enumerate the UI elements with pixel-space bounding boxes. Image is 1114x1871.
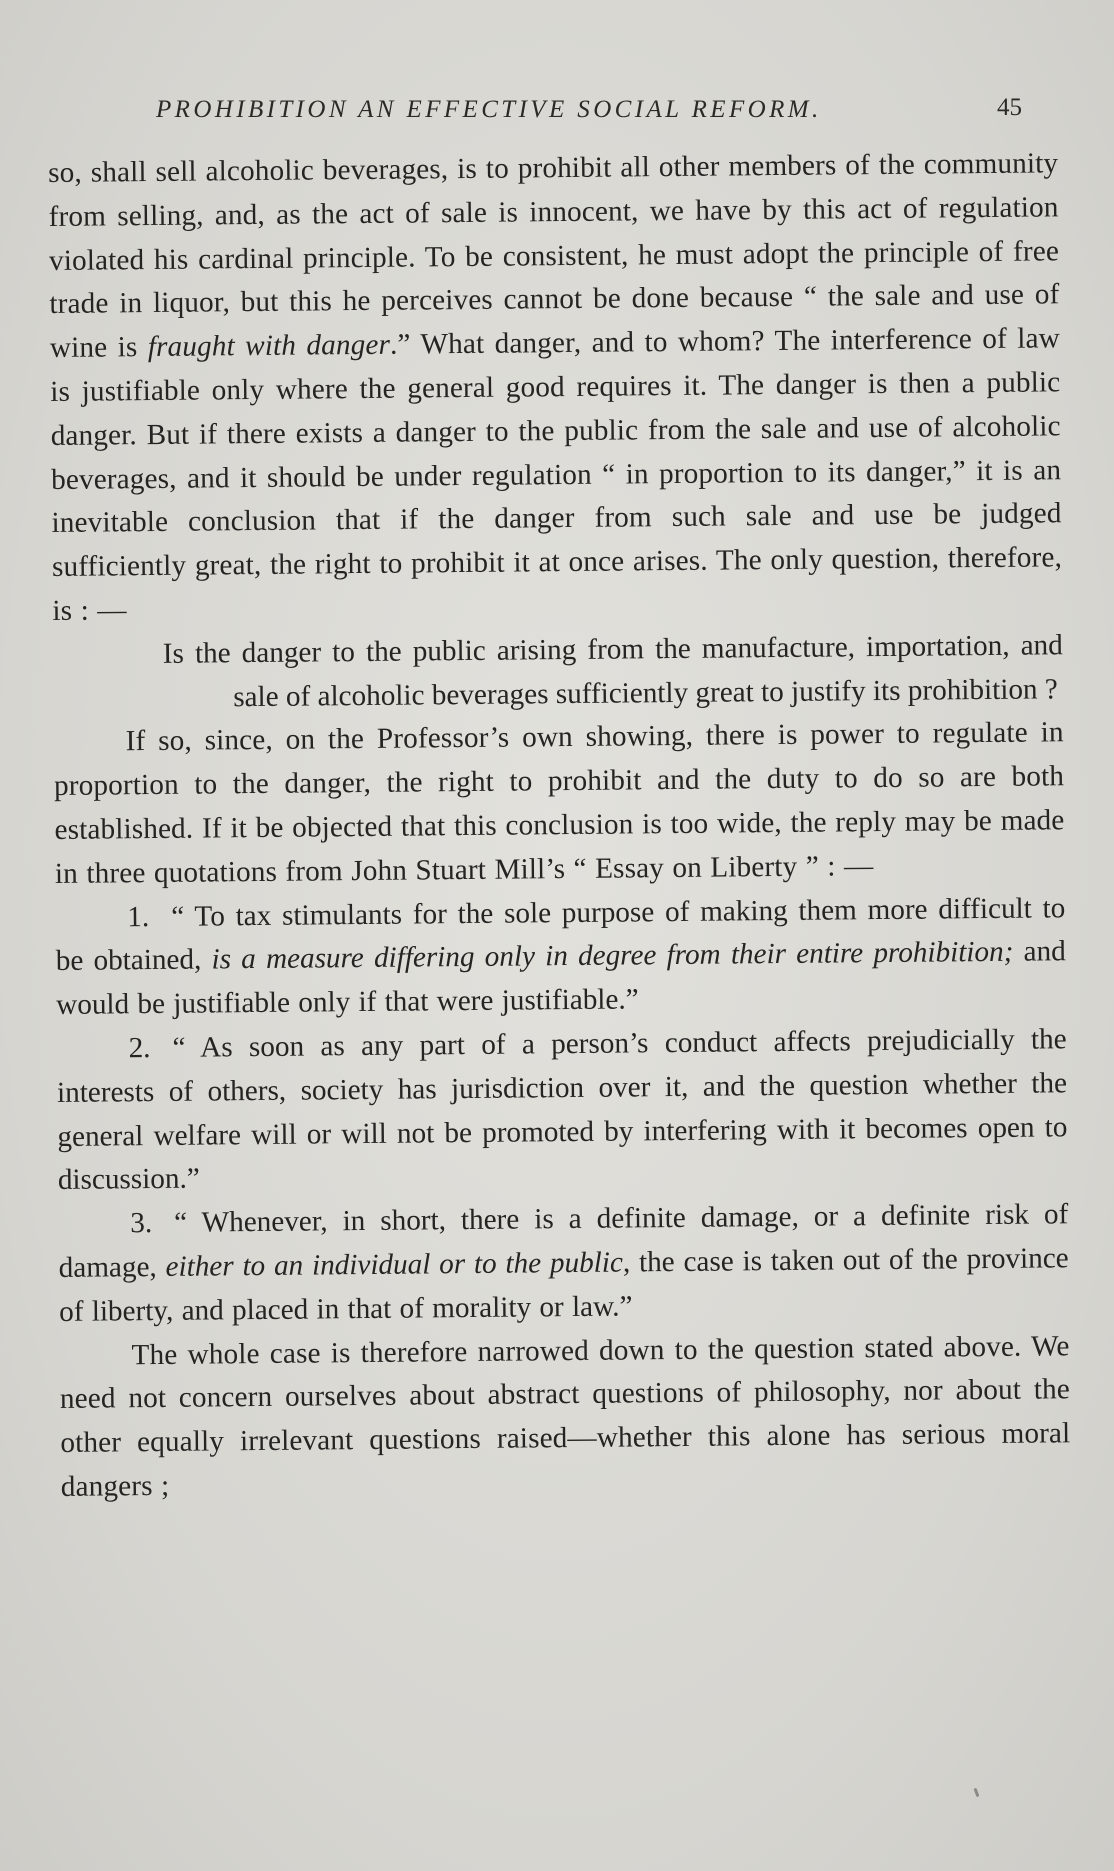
quotation-number: 1. bbox=[127, 900, 150, 933]
quotation-text: , the case is taken out of the province of liberty, and placed in that of morality or law.” bbox=[58, 1242, 1069, 1328]
paragraph-text: so, shall sell alcoholic beverages, is to prohibit all other members of the community from selling, and, as the act of sale is innocent, we have by this act of regulation violated his cardinal principle. To be consistent, he must adopt the principle of free trade in liquor, but this he perceives cannot be done because “ the sale and use of wine is bbox=[48, 147, 1060, 365]
indent bbox=[54, 751, 126, 752]
italic-phrase: either to an individual or to the public bbox=[165, 1246, 624, 1283]
mill-quotation-1 bbox=[55, 887, 1066, 1028]
quotation-number: 3. bbox=[130, 1207, 153, 1240]
quotation-number: 2. bbox=[128, 1031, 151, 1065]
paragraph-text: If so, since, on the Professor’s own showing, there is power to regulate in proportion to the danger, the right to prohibit and the duty to do so are both established. If it be objected that this conclusion is too wide, the reply may be made in three quotations from John Stuart Mill’s “ Essay on Liberty ” : — bbox=[53, 716, 1065, 890]
quotation-text: “ Whenever, in short, there is a definite damage, or a definite risk of damage, bbox=[58, 1198, 1069, 1284]
body-text bbox=[48, 142, 1071, 1509]
mill-quotation-3 bbox=[58, 1193, 1069, 1334]
italic-phrase: is a measure differing only in degree from their entire prohibition; bbox=[211, 936, 1014, 976]
paragraph-text: .” What danger, and to whom? The interference of law is justifiable only where the general good requires it. The danger is then a public danger. But if there exists a danger to the public from the sale and use of alcoholic beverages, and it should be under regulation “ in proportion to its danger,” it is an inevitable conclusion that if the danger from such sale and use be judged sufficiently great, the right to prohibit it at once arises. The only question, therefore, is : — bbox=[50, 322, 1063, 627]
quotation-text: “ As soon as any part of a person’s conduct affects prejudicially the interests of others, society has jurisdiction over it, and the question whether the general welfare will or will not be promoted by interfering with it becomes open to discussion.” bbox=[56, 1023, 1068, 1197]
paragraph-continued bbox=[48, 142, 1063, 633]
page-header bbox=[150, 92, 1030, 132]
quotation-text: “ To tax stimulants for the sole purpose of making them more difficult to be obtained, bbox=[55, 891, 1066, 978]
paragraph-conclusion bbox=[59, 1325, 1071, 1510]
running-title: PROHIBITION AN EFFECTIVE SOCIAL REFORM. bbox=[156, 96, 822, 123]
paragraph-mill-intro bbox=[53, 712, 1065, 897]
paragraph-text: The whole case is therefore narrowed down to the question stated above. We need not concern ourselves about abstract questions of philosophy, nor about the other equally irrelevant questions raised—whether this alone has serious moral dangers ; bbox=[59, 1329, 1071, 1503]
page-number: 45 bbox=[997, 94, 1022, 121]
italic-phrase: fraught with danger bbox=[147, 328, 391, 364]
quotation-text: and would be justifiable only if that were justifiable.” bbox=[56, 935, 1066, 1022]
indent bbox=[60, 1364, 132, 1365]
mill-quotation-2 bbox=[56, 1018, 1068, 1203]
ink-smudge bbox=[974, 1788, 980, 1797]
key-question: Is the danger to the public arising from the manufacture, importation, and sale of alcoholic beverages sufficiently great to justify its prohibition ? bbox=[162, 629, 1063, 713]
